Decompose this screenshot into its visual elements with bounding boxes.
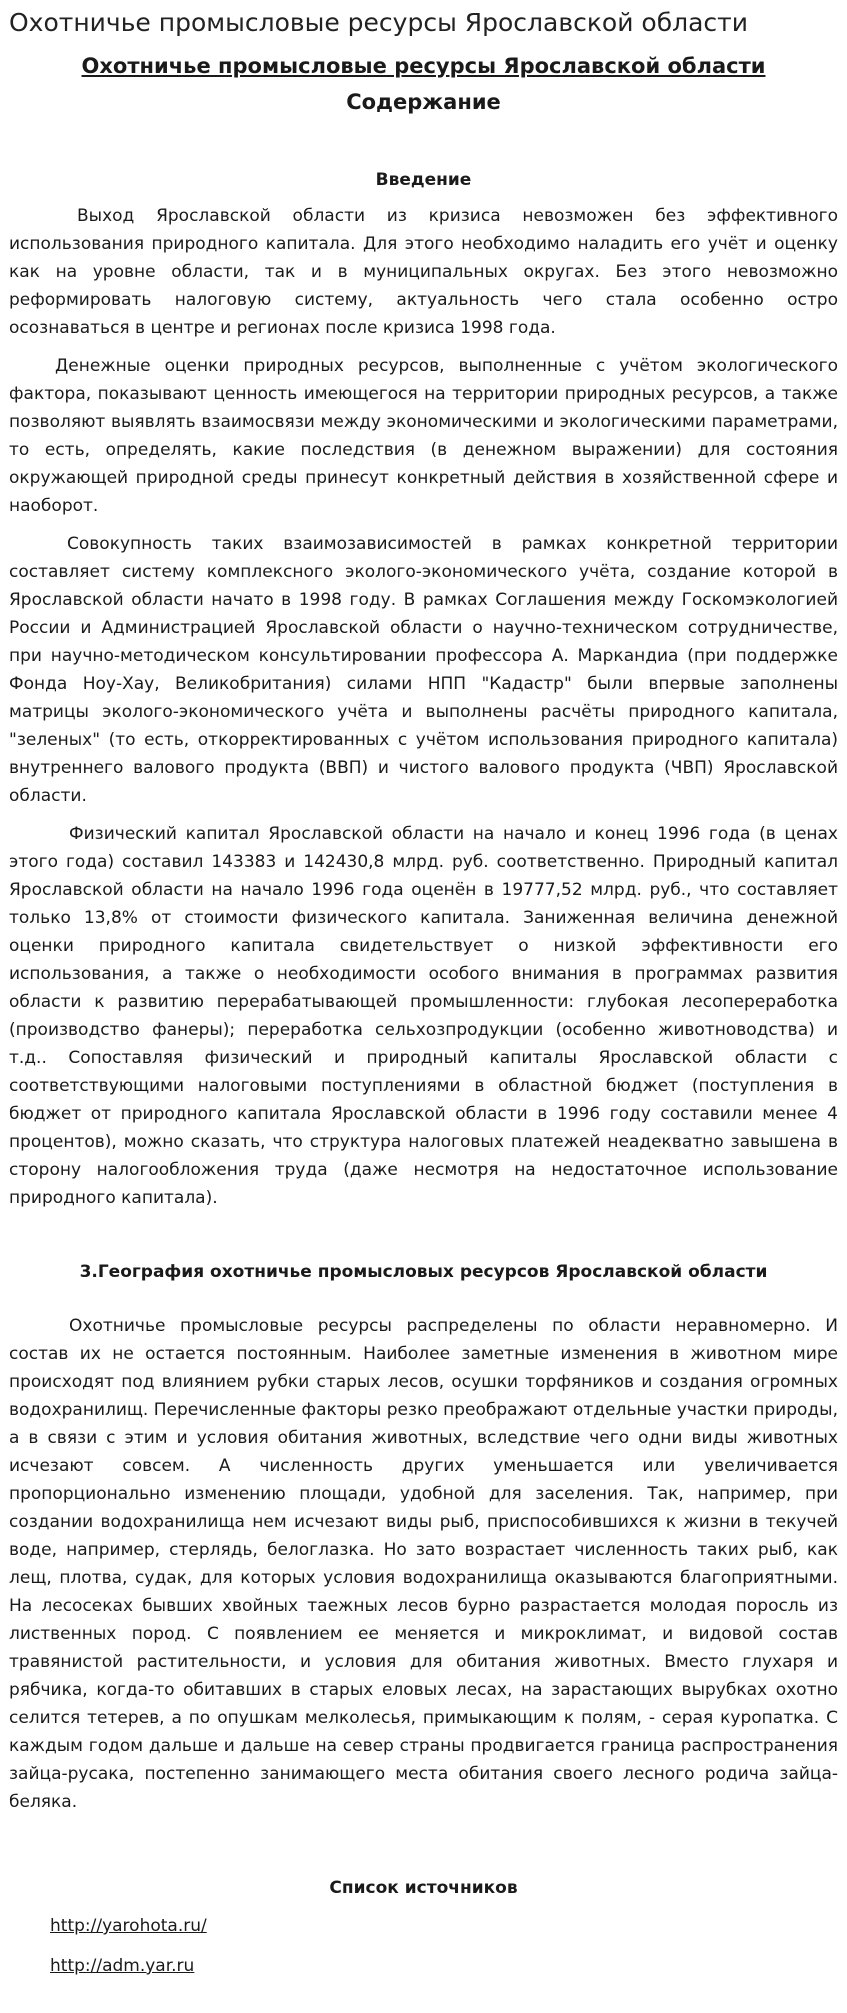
source-link-yarohota[interactable]: http://yarohota.ru/ <box>50 1916 207 1936</box>
section-heading-geography: 3.География охотничье промысловых ресурсов Ярославской области <box>79 1262 768 1282</box>
section-sources <box>9 1876 838 1986</box>
list-item <box>50 1946 838 1986</box>
section-geography <box>9 1260 838 1816</box>
site-title: Охотничье промысловые ресурсы Ярославской области <box>9 8 748 37</box>
section-heading-introduction: Введение <box>375 170 472 190</box>
paragraph: Совокупность таких взаимозависимостей в рамках конкретной территории составляет систему комплексного эколого-экономического учёта, создание которой в Ярославской области начато в 1998 году. В рамках Соглашения между Госкомэкологией России и Администрацией Ярославской области о научно-техническом сотрудничестве, при научно-методическом консультировании профессора А. Маркандиа (при поддержке Фонда Ноу-Хау, Великобритания) силами НПП "Кадастр" были впервые заполнены матрицы эколого-экономического учёта и выполнены расчёты природного капитала, "зеленых" (то есть, откорректированных с учётом использования природного капитала) внутреннего валового продукта (ВВП) и чистого валового продукта (ЧВП) Ярославской области. <box>9 534 838 806</box>
paragraph: Охотничье промысловые ресурсы распределены по области неравномерно. И состав их не остается постоянным. Наиболее заметные изменения в животном мире происходят под влиянием рубки старых лесов, осушки торфяников и создания огромных водохранилищ. Перечисленные факторы резко преображают отдельные участки природы, а в связи с этим и условия обитания животных, вследствие чего одни виды животных исчезают совсем. А численность других уменьшается или увеличивается пропорционально изменению площади, удобной для заселения. Так, например, при создании водохранилища нем исчезают виды рыб, приспособившихся к жизни в текучей воде, например, стерлядь, белоглазка. Но зато возрастает численность таких рыб, как лещ, плотва, судак, для которых условия водохранилища оказываются благоприятными. На лесосеках бывших хвойных таежных лесов бурно разрастается молодая поросль из лиственных пород. С появлением ее меняется и микроклимат, и видовой состав травянистой растительности, и условия для обитания животных. Вместо глухаря и рябчика, когда-то обитавших в старых еловых лесах, на зарастающих вырубках охотно селится тетерев, а по опушкам мелколесья, примыкающим к полям, - серая куропатка. С каждым годом дальше и дальше на север страны продвигается граница распространения зайца-русака, постепенно занимающего места обитания своего лесного родича зайца-беляка. <box>9 1316 838 1812</box>
document-title: Охотничье промысловые ресурсы Ярославской области <box>81 54 766 78</box>
paragraph: Физический капитал Ярославской области на начало и конец 1996 года (в ценах этого года) составил 143383 и 142430,8 млрд. руб. соответственно. Природный капитал Ярославской области на начало 1996 года оценён в 19777,52 млрд. руб., что составляет только 13,8% от стоимости физического капитала. Заниженная величина денежной оценки природного капитала свидетельствует о низкой эффективности его использования, а также о необходимости особого внимания в программах развития области к развитию перерабатывающей промышленности: глубокая лесопереработка (производство фанеры); переработка сельхозпродукции (особенно животноводства) и т.д.. Сопоставляя физический и природный капиталы Ярославской области с соответствующими налоговыми поступлениями в областной бюджет (поступления в бюджет от природного капитала Ярославской области в 1996 году составили менее 4 процентов), можно сказать, что структура налоговых платежей неадекватно завышена в сторону налогообложения труда (даже несмотря на недостаточное использование природного капитала). <box>9 824 838 1208</box>
section-introduction <box>9 168 838 1212</box>
section-heading-sources: Список источников <box>329 1878 518 1898</box>
paragraph: Денежные оценки природных ресурсов, выполненные с учётом экологического фактора, показывают ценность имеющегося на территории природных ресурсов, а также позволяют выявлять взаимосвязи между экономическими и экологическими параметрами, то есть, определять, какие последствия (в денежном выражении) для состояния окружающей природной среды принесут конкретный действия в хозяйственной сфере и наоборот. <box>9 356 838 516</box>
source-link-adm-yar[interactable]: http://adm.yar.ru <box>50 1956 195 1976</box>
paragraph: Выход Ярославской области из кризиса невозможен без эффективного использования природного капитала. Для этого необходимо наладить его учёт и оценку как на уровне области, так и в муниципальных округах. Без этого невозможно реформировать налоговую систему, актуальность чего стала особенно остро осознаваться в центре и регионах после кризиса 1998 года. <box>9 206 838 338</box>
source-list <box>9 1906 838 1986</box>
table-of-contents-title: Содержание <box>346 90 501 114</box>
list-item <box>50 1906 838 1946</box>
